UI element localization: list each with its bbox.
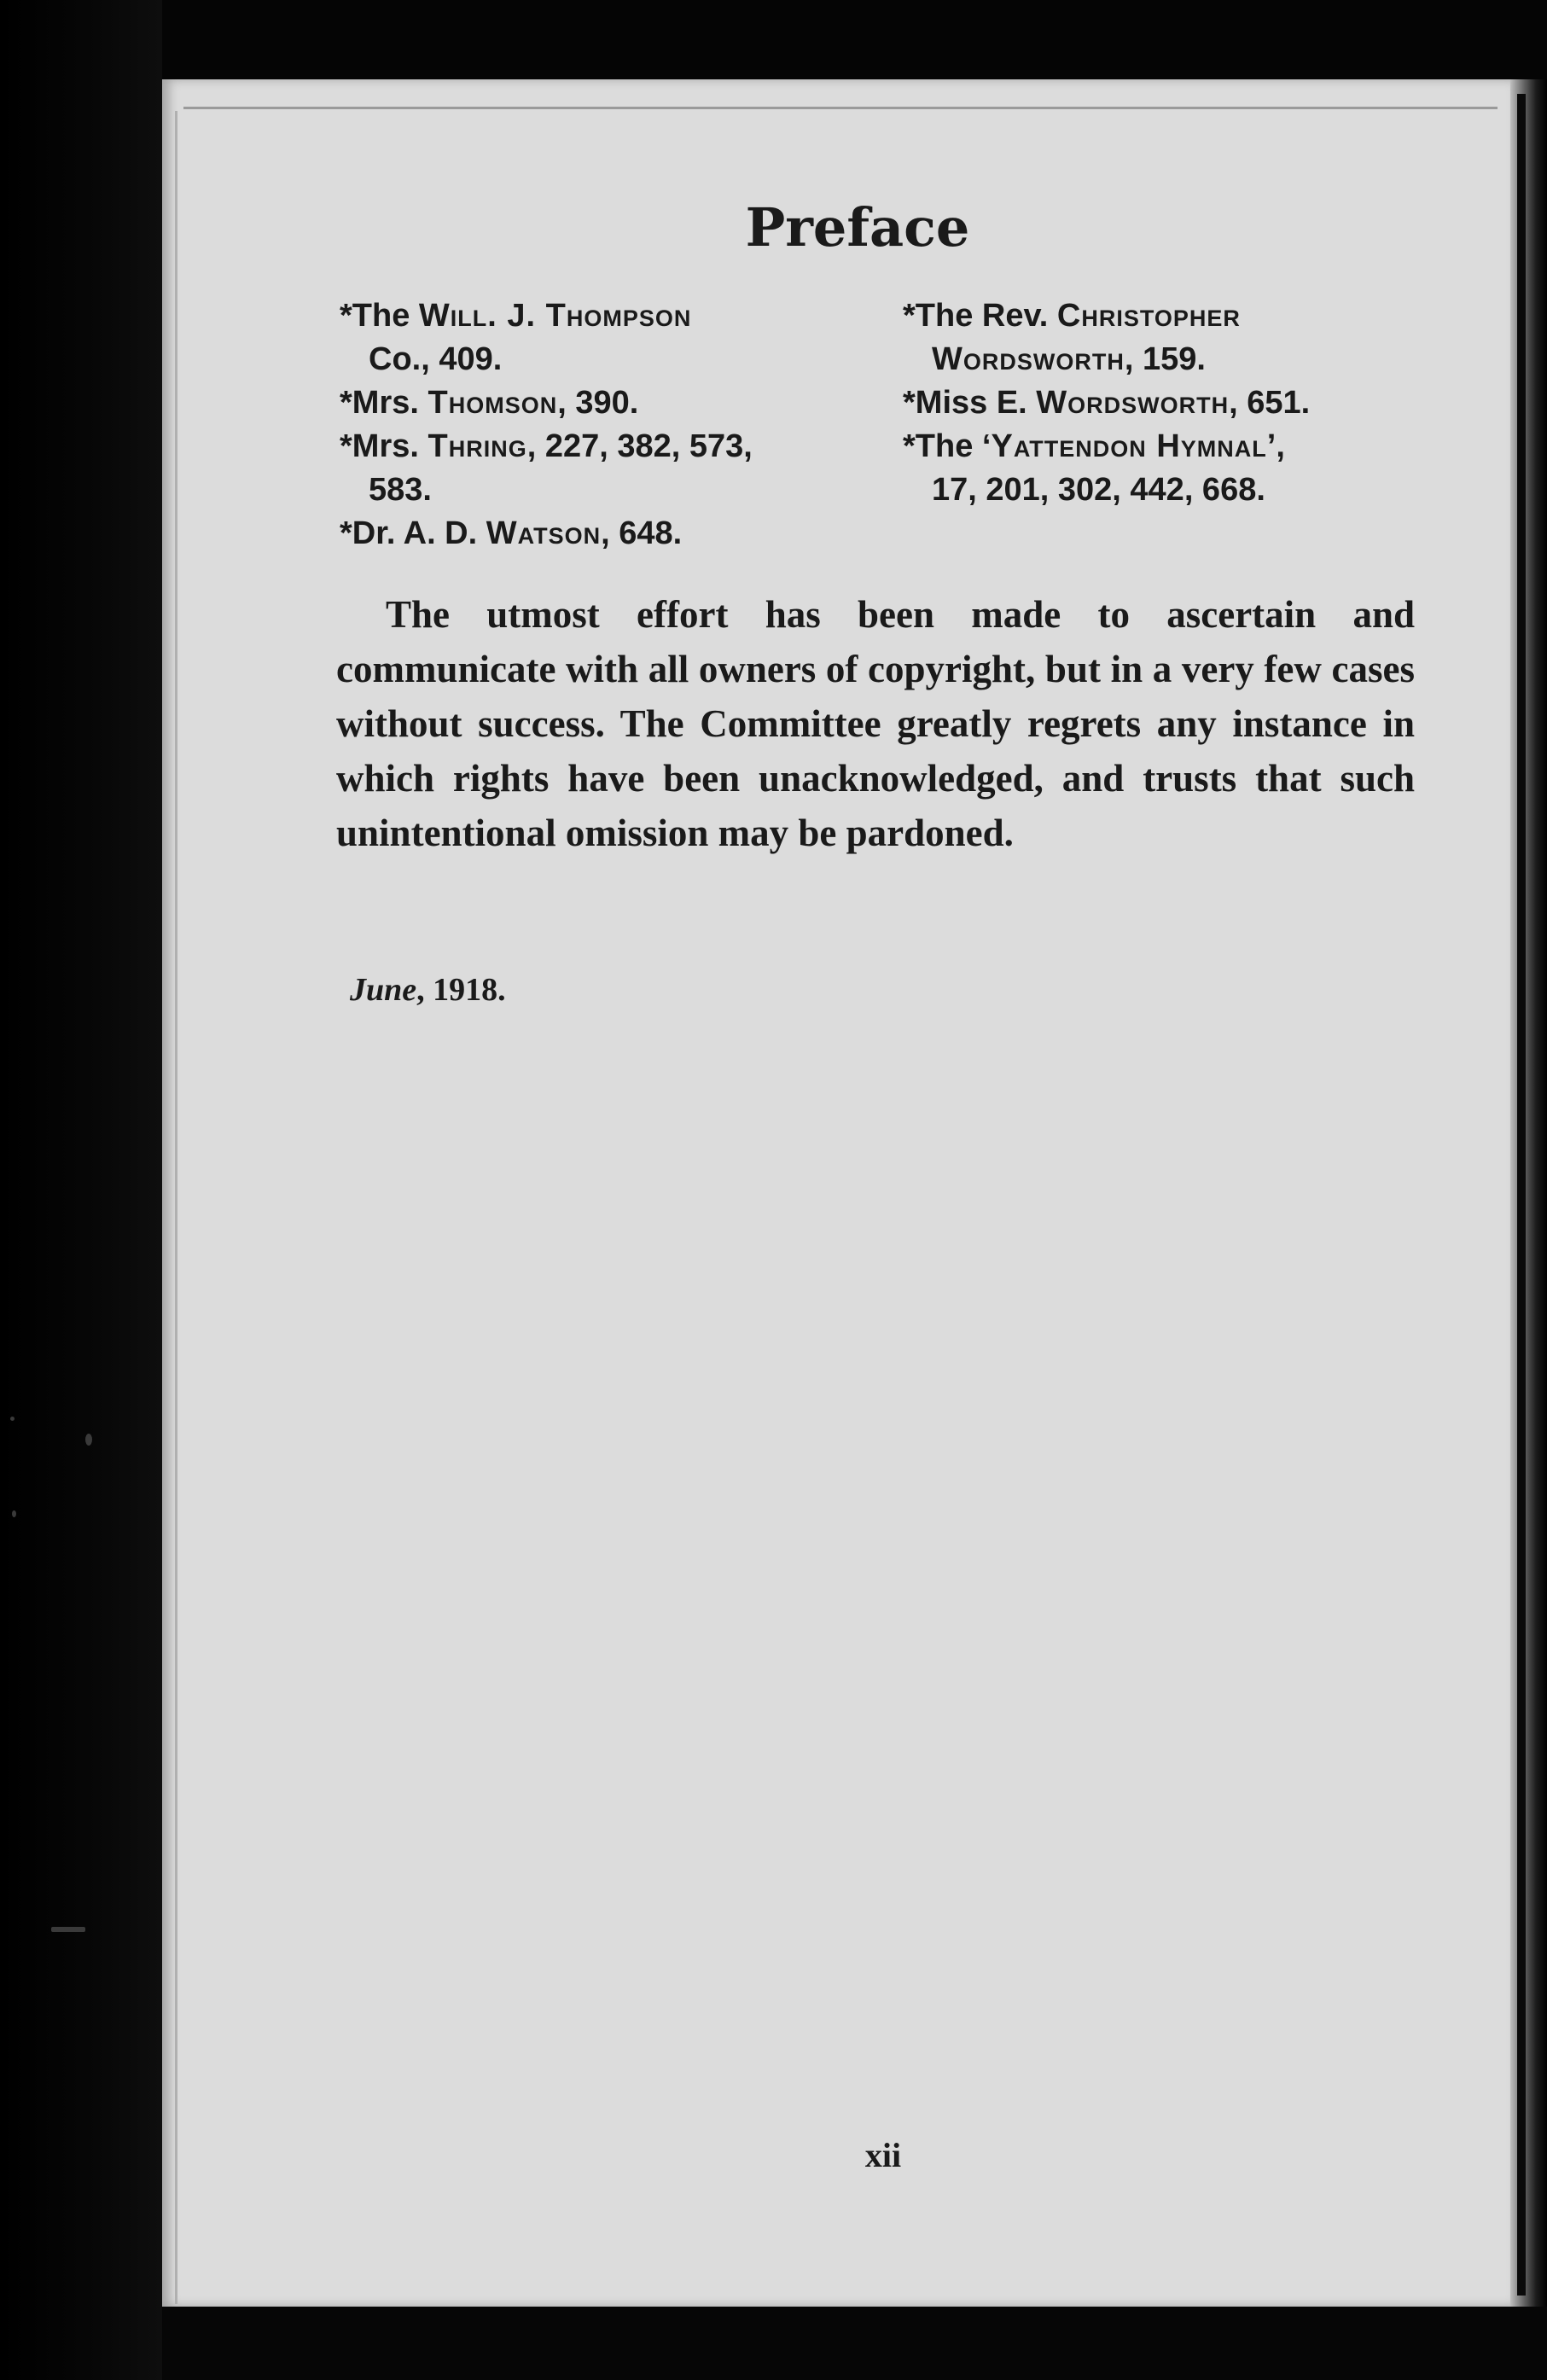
credit-prefix: *Dr. A. D. [340, 515, 486, 551]
page-title: Preface [745, 196, 970, 259]
credit-prefix: *The [340, 298, 419, 334]
credit-name: Christopher [1056, 298, 1241, 334]
date-month: June [350, 972, 417, 1008]
date-year: , 1918. [416, 972, 506, 1008]
credit-name: Yattendon Hymnal [991, 428, 1267, 464]
credit-entry [903, 294, 1423, 381]
credit-name: Watson [486, 515, 602, 551]
credit-entry [340, 381, 869, 425]
credit-name: Wordsworth [932, 341, 1125, 377]
credit-name: Thomson [427, 385, 558, 421]
credit-name: Thring [427, 428, 527, 464]
credit-entry [903, 425, 1423, 512]
credit-continuation: 583. [369, 472, 432, 508]
body-paragraph: The utmost effort has been made to ascertain and communicate with all owners of copyright, but in a very few cases without success. The Committee greatly regrets any instance in which rights have been unacknowledged, and trusts that such unintentional omission may be pardoned. [336, 593, 1415, 854]
credit-refs: ’, [1266, 428, 1285, 464]
credit-refs: , 159. [1124, 341, 1206, 377]
credit-entry [340, 512, 869, 556]
credit-continuation: Co., 409. [369, 341, 503, 377]
credit-prefix: *Miss E. [903, 385, 1037, 421]
credit-refs: , 648. [601, 515, 683, 551]
credit-prefix: *Mrs. [340, 385, 428, 421]
credit-prefix: *The Rev. [903, 298, 1057, 334]
credit-entry [340, 294, 869, 381]
credit-prefix: *The ‘ [903, 428, 992, 464]
credit-refs: , 227, 382, 573, [526, 428, 753, 464]
credit-entry [340, 425, 869, 512]
credit-refs: , 651. [1229, 385, 1311, 421]
credit-refs: , 390. [557, 385, 639, 421]
date-line [350, 969, 506, 1011]
credit-name: Wordsworth [1036, 385, 1230, 421]
credit-continuation: 17, 201, 302, 442, 668. [932, 472, 1265, 508]
page-number: xii [864, 2136, 902, 2174]
credit-entry [903, 381, 1423, 425]
credits-left-column [340, 294, 869, 556]
credit-prefix: *Mrs. [340, 428, 428, 464]
credits-right-column [903, 294, 1423, 512]
credit-name: Will. J. Thompson [418, 298, 692, 334]
